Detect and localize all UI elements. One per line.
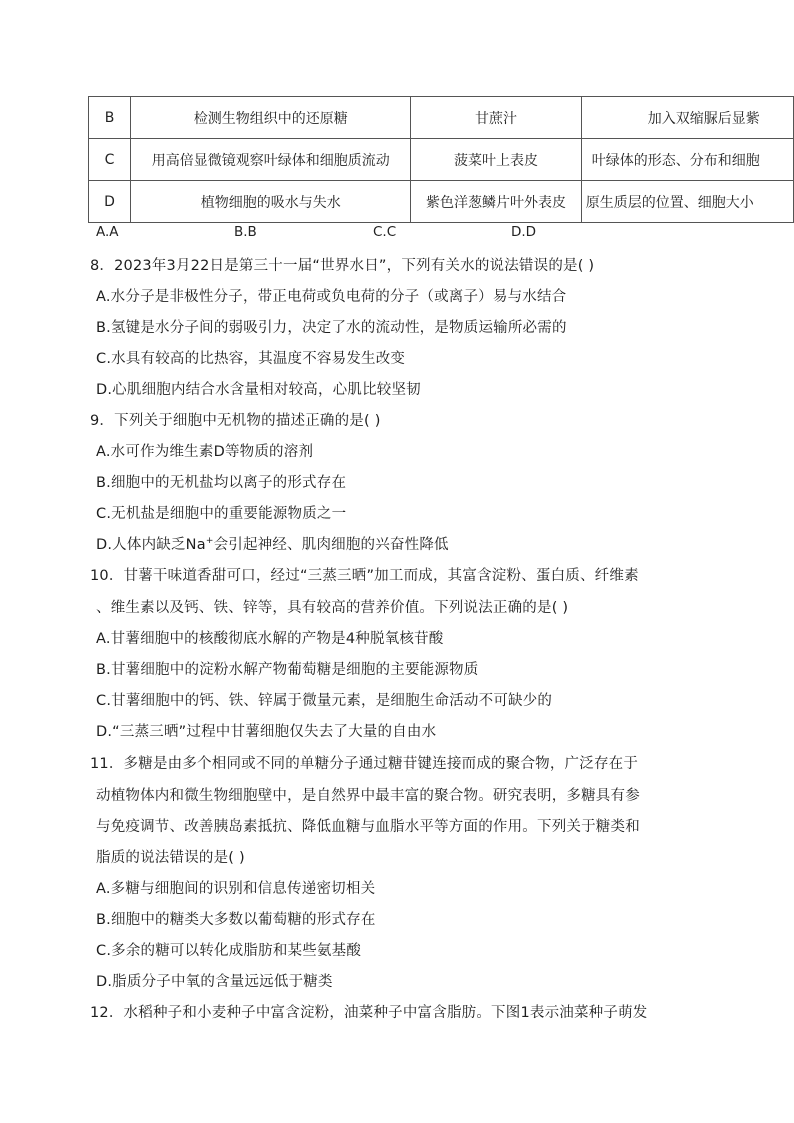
q11-option-a: A.多糖与细胞间的识别和信息传递密切相关 [96, 881, 376, 897]
q11-option-b: B.细胞中的糖类大多数以葡萄糖的形式存在 [96, 912, 376, 928]
q9-option-a: A.水可作为维生素D等物质的溶剂 [96, 444, 314, 460]
table-cell-option: C [89, 139, 131, 181]
q9-option-d-post: 会引起神经、肌肉细胞的兴奋性降低 [213, 537, 449, 553]
q9-option-b: B.细胞中的无机盐均以离子的形式存在 [96, 475, 347, 491]
table-cell-material: 紫色洋葱鳞片叶外表皮 [411, 181, 581, 223]
q10-stem-line-1: 10．甘薯干味道香甜可口，经过“三蒸三晒”加工而成，其富含淀粉、蛋白质、纤维素 [90, 568, 639, 584]
table-cell-result-text: 加入双缩脲后显紫 [647, 110, 760, 127]
table-row [89, 97, 794, 139]
q11-stem-line-3: 与免疫调节、改善胰岛素抵抗、降低血糖与血脂水平等方面的作用。下列关于糖类和 [96, 819, 640, 835]
q7-option-a: A.A [96, 224, 119, 240]
table-cell-experiment: 用高倍显微镜观察叶绿体和细胞质流动 [131, 139, 411, 181]
q9-option-d [96, 533, 449, 554]
q9-option-c: C.无机盐是细胞中的重要能源物质之一 [96, 506, 347, 522]
q9-option-d-sup: + [205, 536, 214, 547]
table-cell-material: 菠菜叶上表皮 [411, 139, 581, 181]
table-cell-option: B [89, 97, 131, 139]
q8-option-c: C.水具有较高的比热容，其温度不容易发生改变 [96, 351, 406, 367]
table-cell-option: D [89, 181, 131, 223]
q10-option-b: B.甘薯细胞中的淀粉水解产物葡萄糖是细胞的主要能源物质 [96, 662, 479, 678]
q11-stem-line-4: 脂质的说法错误的是( ) [96, 850, 245, 866]
q8-option-b: B.氢键是水分子间的弱吸引力，决定了水的流动性，是物质运输所必需的 [96, 320, 567, 336]
table-cell-material: 甘蔗汁 [411, 97, 581, 139]
q8-option-a: A.水分子是非极性分子，带正电荷或负电荷的分子（或离子）易与水结合 [96, 289, 567, 305]
table-cell-experiment: 植物细胞的吸水与失水 [131, 181, 411, 223]
q11-stem-line-1: 11．多糖是由多个相同或不同的单糖分子通过糖苷键连接而成的聚合物，广泛存在于 [90, 756, 639, 772]
q9-option-d-pre: D.人体内缺乏Na [96, 537, 206, 553]
q11-stem-line-2: 动植物体内和微生物细胞壁中，是自然界中最丰富的聚合物。研究表明，多糖具有参 [96, 788, 640, 804]
q9-stem: 9．下列关于细胞中无机物的描述正确的是( ) [90, 413, 381, 429]
q10-option-a: A.甘薯细胞中的核酸彻底水解的产物是4种脱氧核苷酸 [96, 631, 444, 647]
table-cell-result: 原生质层的位置、细胞大小 [581, 181, 793, 223]
table-cell-result [581, 97, 793, 139]
q10-option-c: C.甘薯细胞中的钙、铁、锌属于微量元素，是细胞生命活动不可缺少的 [96, 693, 553, 709]
q11-option-c: C.多余的糖可以转化成脂肪和某些氨基酸 [96, 943, 362, 959]
table-row [89, 139, 794, 181]
q11-option-d: D.脂质分子中氧的含量远远低于糖类 [96, 974, 333, 990]
q10-stem-line-2: 、维生素以及钙、铁、锌等，具有较高的营养价值。下列说法正确的是( ) [96, 600, 569, 616]
q7-option-d: D.D [511, 224, 537, 240]
q8-option-d: D.心肌细胞内结合水含量相对较高，心肌比较坚韧 [96, 382, 421, 398]
q8-stem: 8．2023年3月22日是第三十一届“世界水日”，下列有关水的说法错误的是( ) [90, 258, 595, 274]
q12-stem: 12．水稻种子和小麦种子中富含淀粉，油菜种子中富含脂肪。下图1表示油菜种子萌发 [90, 1005, 648, 1021]
q10-option-d: D.“三蒸三晒”过程中甘薯细胞仅失去了大量的自由水 [96, 724, 437, 740]
experiment-table [88, 96, 794, 223]
table-cell-experiment: 检测生物组织中的还原糖 [131, 97, 411, 139]
table-cell-result: 叶绿体的形态、分布和细胞 [581, 139, 793, 181]
table-row [89, 181, 794, 223]
q7-option-c: C.C [373, 224, 397, 240]
q7-option-b: B.B [234, 224, 257, 240]
